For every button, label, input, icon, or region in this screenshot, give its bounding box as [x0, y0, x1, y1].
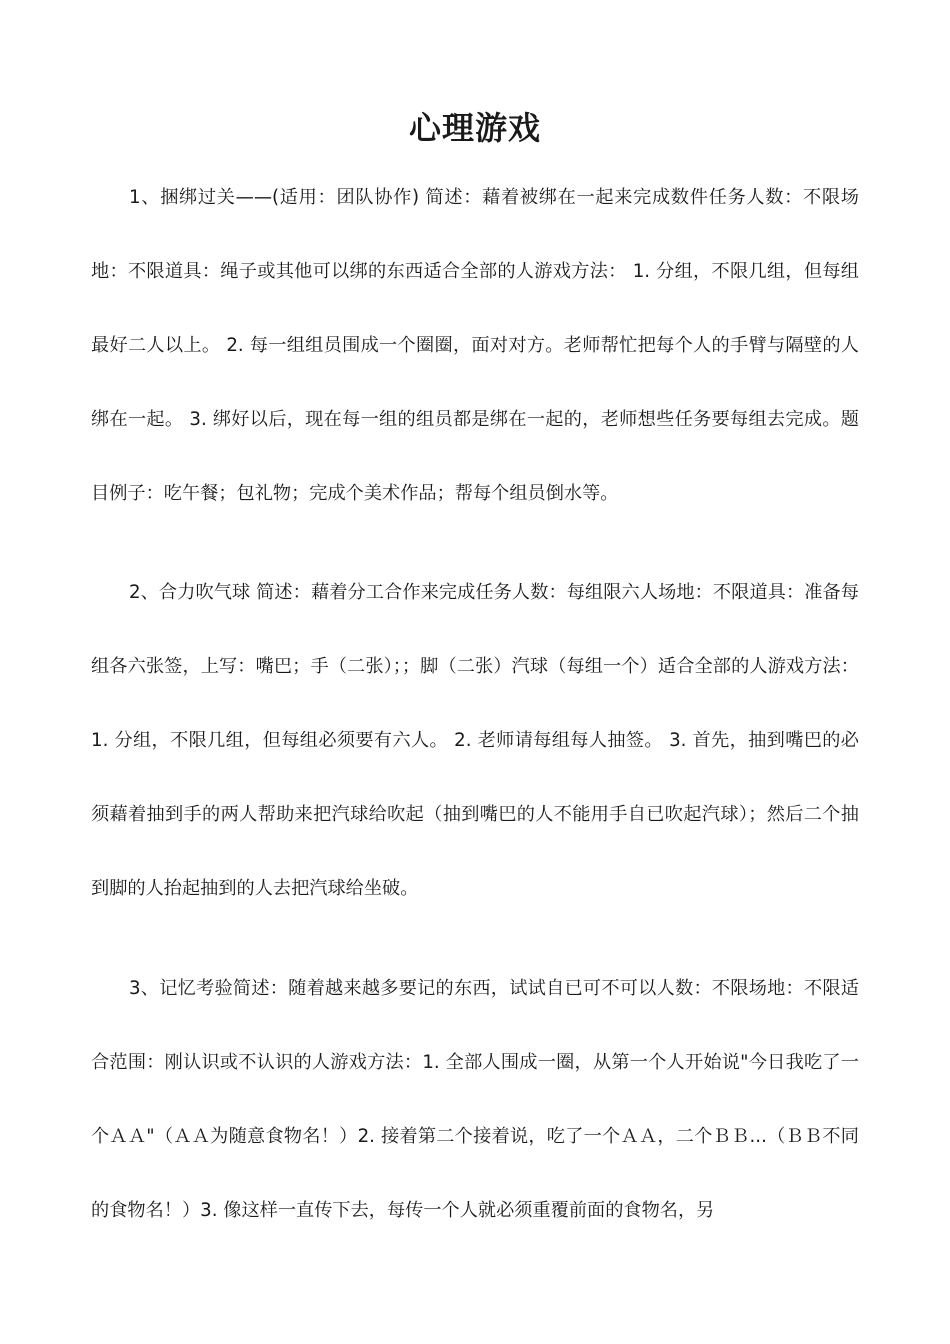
paragraph-game-3: 3、记忆考验简述：随着越来越多要记的东西，试试自已可不可以人数：不限场地：不限适合范围：刚认识或不认识的人游戏方法：1. 全部人围成一圈，从第一个人开始说"今日我吃了一个ＡＡ"（ＡＡ为随意食物名！）2. 接着第二个接着说，吃了一个ＡＡ，二个ＢＢ...（ＢＢ不同的食物名！）3. 像这样一直传下去，每传一个人就必须重覆前面的食物名，另 [91, 978, 859, 1221]
page-title: 心理游戏 [408, 109, 541, 147]
paragraph-game-1: 1、捆绑过关——(适用：团队协作) 简述：藉着被绑在一起来完成数件任务人数：不限场地：不限道具：绳子或其他可以绑的东西适合全部的人游戏方法： 1. 分组，不限几组，但每组最好二人以上。 2. 每一组组员围成一个圈圈，面对对方。老师帮忙把每个人的手臂与隔壁的人绑在一起。 3. 绑好以后，现在每一组的组员都是绑在一起的，老师想些任务要每组去完成。题目例子：吃午餐；包礼物；完成个美术作品；帮每个组员倒水等。 [91, 187, 859, 504]
paragraph-game-2: 2、合力吹气球 简述：藉着分工合作来完成任务人数：每组限六人场地：不限道具：准备每组各六张签，上写：嘴巴；手（二张）；；脚（二张）汽球（每组一个）适合全部的人游戏方法： 1. 分组，不限几组，但每组必须要有六人。 2. 老师请每组每人抽签。 3. 首先，抽到嘴巴的必须藉着抽到手的两人帮助来把汽球给吹起（抽到嘴巴的人不能用手自已吹起汽球）；然后二个抽到脚的人抬起抽到的人去把汽球给坐破。 [91, 582, 859, 899]
